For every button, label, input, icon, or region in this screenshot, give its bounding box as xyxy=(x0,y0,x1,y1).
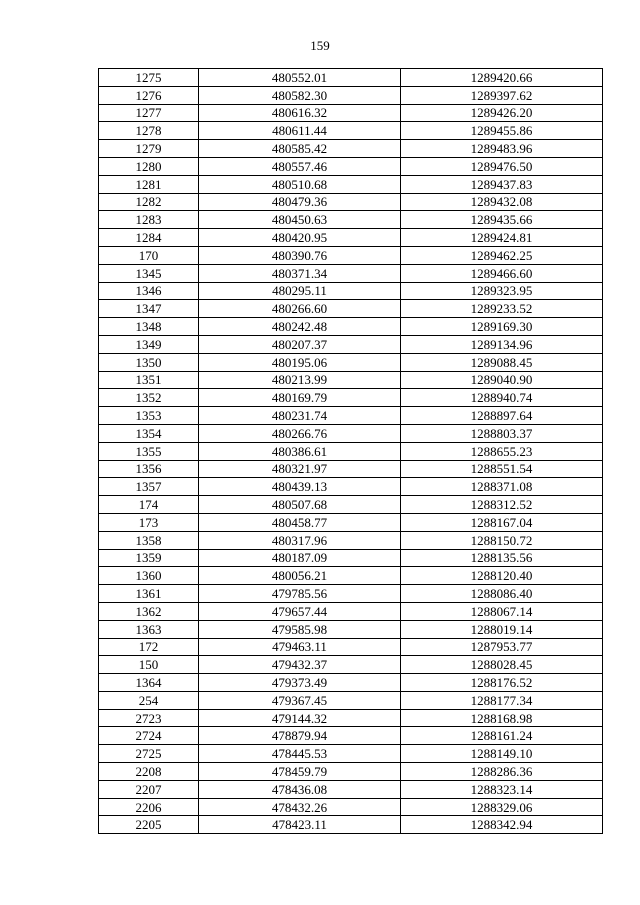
table-row xyxy=(99,371,603,389)
y-coordinate-cell: 1289455.86 xyxy=(401,122,603,140)
x-coordinate-cell: 478445.53 xyxy=(199,745,401,763)
table-row xyxy=(99,157,603,175)
table-row xyxy=(99,620,603,638)
table-row xyxy=(99,442,603,460)
table-row xyxy=(99,816,603,834)
x-coordinate-cell: 480295.11 xyxy=(199,282,401,300)
x-coordinate-cell: 480552.01 xyxy=(199,69,401,87)
point-number-cell: 173 xyxy=(99,513,199,531)
table-row xyxy=(99,567,603,585)
y-coordinate-cell: 1288286.36 xyxy=(401,763,603,781)
table-row xyxy=(99,264,603,282)
point-number-cell: 1346 xyxy=(99,282,199,300)
point-number-cell: 1276 xyxy=(99,86,199,104)
point-number-cell: 254 xyxy=(99,691,199,709)
x-coordinate-cell: 480557.46 xyxy=(199,157,401,175)
table-row xyxy=(99,353,603,371)
x-coordinate-cell: 478432.26 xyxy=(199,798,401,816)
y-coordinate-cell: 1288028.45 xyxy=(401,656,603,674)
table-row xyxy=(99,335,603,353)
x-coordinate-cell: 480169.79 xyxy=(199,389,401,407)
point-number-cell: 1360 xyxy=(99,567,199,585)
table-row xyxy=(99,745,603,763)
x-coordinate-cell: 480439.13 xyxy=(199,478,401,496)
y-coordinate-cell: 1289420.66 xyxy=(401,69,603,87)
point-number-cell: 1353 xyxy=(99,407,199,425)
x-coordinate-cell: 480231.74 xyxy=(199,407,401,425)
x-coordinate-cell: 480585.42 xyxy=(199,140,401,158)
point-number-cell: 1279 xyxy=(99,140,199,158)
point-number-cell: 2206 xyxy=(99,798,199,816)
point-number-cell: 1349 xyxy=(99,335,199,353)
table-row xyxy=(99,175,603,193)
x-coordinate-cell: 480321.97 xyxy=(199,460,401,478)
point-number-cell: 1281 xyxy=(99,175,199,193)
point-number-cell: 1351 xyxy=(99,371,199,389)
x-coordinate-cell: 480056.21 xyxy=(199,567,401,585)
y-coordinate-cell: 1288161.24 xyxy=(401,727,603,745)
x-coordinate-cell: 480450.63 xyxy=(199,211,401,229)
table-row xyxy=(99,122,603,140)
x-coordinate-cell: 480616.32 xyxy=(199,104,401,122)
x-coordinate-cell: 480266.60 xyxy=(199,300,401,318)
point-number-cell: 1347 xyxy=(99,300,199,318)
y-coordinate-cell: 1289397.62 xyxy=(401,86,603,104)
table-row xyxy=(99,246,603,264)
point-number-cell: 1364 xyxy=(99,674,199,692)
table-row xyxy=(99,407,603,425)
y-coordinate-cell: 1289233.52 xyxy=(401,300,603,318)
table-row xyxy=(99,709,603,727)
y-coordinate-cell: 1289426.20 xyxy=(401,104,603,122)
point-number-cell: 1348 xyxy=(99,318,199,336)
x-coordinate-cell: 480266.76 xyxy=(199,424,401,442)
table-row xyxy=(99,211,603,229)
y-coordinate-cell: 1289462.25 xyxy=(401,246,603,264)
y-coordinate-cell: 1288135.56 xyxy=(401,549,603,567)
y-coordinate-cell: 1288329.06 xyxy=(401,798,603,816)
y-coordinate-cell: 1289476.50 xyxy=(401,157,603,175)
point-number-cell: 170 xyxy=(99,246,199,264)
y-coordinate-cell: 1288323.14 xyxy=(401,780,603,798)
point-number-cell: 2207 xyxy=(99,780,199,798)
y-coordinate-cell: 1288551.54 xyxy=(401,460,603,478)
point-number-cell: 2208 xyxy=(99,763,199,781)
y-coordinate-cell: 1289088.45 xyxy=(401,353,603,371)
coordinates-table-body xyxy=(99,69,603,834)
x-coordinate-cell: 480317.96 xyxy=(199,531,401,549)
x-coordinate-cell: 479373.49 xyxy=(199,674,401,692)
y-coordinate-cell: 1288803.37 xyxy=(401,424,603,442)
point-number-cell: 1362 xyxy=(99,602,199,620)
point-number-cell: 1354 xyxy=(99,424,199,442)
y-coordinate-cell: 1288149.10 xyxy=(401,745,603,763)
point-number-cell: 1345 xyxy=(99,264,199,282)
y-coordinate-cell: 1289424.81 xyxy=(401,229,603,247)
x-coordinate-cell: 479144.32 xyxy=(199,709,401,727)
y-coordinate-cell: 1289432.08 xyxy=(401,193,603,211)
y-coordinate-cell: 1289040.90 xyxy=(401,371,603,389)
y-coordinate-cell: 1289483.96 xyxy=(401,140,603,158)
point-number-cell: 150 xyxy=(99,656,199,674)
table-row xyxy=(99,424,603,442)
x-coordinate-cell: 478879.94 xyxy=(199,727,401,745)
point-number-cell: 2723 xyxy=(99,709,199,727)
x-coordinate-cell: 480479.36 xyxy=(199,193,401,211)
table-row xyxy=(99,193,603,211)
point-number-cell: 174 xyxy=(99,496,199,514)
y-coordinate-cell: 1288177.34 xyxy=(401,691,603,709)
table-row xyxy=(99,602,603,620)
y-coordinate-cell: 1288120.40 xyxy=(401,567,603,585)
y-coordinate-cell: 1288067.14 xyxy=(401,602,603,620)
y-coordinate-cell: 1288086.40 xyxy=(401,585,603,603)
point-number-cell: 2205 xyxy=(99,816,199,834)
table-row xyxy=(99,496,603,514)
x-coordinate-cell: 480213.99 xyxy=(199,371,401,389)
x-coordinate-cell: 480611.44 xyxy=(199,122,401,140)
table-row xyxy=(99,140,603,158)
point-number-cell: 1356 xyxy=(99,460,199,478)
point-number-cell: 1361 xyxy=(99,585,199,603)
table-row xyxy=(99,531,603,549)
table-row xyxy=(99,282,603,300)
table-row xyxy=(99,656,603,674)
x-coordinate-cell: 480420.95 xyxy=(199,229,401,247)
table-row xyxy=(99,104,603,122)
x-coordinate-cell: 479463.11 xyxy=(199,638,401,656)
point-number-cell: 2725 xyxy=(99,745,199,763)
point-number-cell: 1282 xyxy=(99,193,199,211)
table-row xyxy=(99,780,603,798)
coordinates-table xyxy=(98,68,603,834)
x-coordinate-cell: 480207.37 xyxy=(199,335,401,353)
x-coordinate-cell: 480371.34 xyxy=(199,264,401,282)
table-row xyxy=(99,674,603,692)
x-coordinate-cell: 478423.11 xyxy=(199,816,401,834)
table-row xyxy=(99,460,603,478)
point-number-cell: 1352 xyxy=(99,389,199,407)
y-coordinate-cell: 1288167.04 xyxy=(401,513,603,531)
x-coordinate-cell: 478436.08 xyxy=(199,780,401,798)
page-number: 159 xyxy=(310,38,330,53)
table-row xyxy=(99,549,603,567)
table-row xyxy=(99,300,603,318)
x-coordinate-cell: 480390.76 xyxy=(199,246,401,264)
x-coordinate-cell: 479367.45 xyxy=(199,691,401,709)
y-coordinate-cell: 1288312.52 xyxy=(401,496,603,514)
table-row xyxy=(99,389,603,407)
y-coordinate-cell: 1289437.83 xyxy=(401,175,603,193)
point-number-cell: 1350 xyxy=(99,353,199,371)
point-number-cell: 1358 xyxy=(99,531,199,549)
y-coordinate-cell: 1289466.60 xyxy=(401,264,603,282)
y-coordinate-cell: 1287953.77 xyxy=(401,638,603,656)
x-coordinate-cell: 480195.06 xyxy=(199,353,401,371)
y-coordinate-cell: 1288168.98 xyxy=(401,709,603,727)
point-number-cell: 1359 xyxy=(99,549,199,567)
x-coordinate-cell: 480582.30 xyxy=(199,86,401,104)
x-coordinate-cell: 480187.09 xyxy=(199,549,401,567)
y-coordinate-cell: 1288371.08 xyxy=(401,478,603,496)
y-coordinate-cell: 1289435.66 xyxy=(401,211,603,229)
table-row xyxy=(99,638,603,656)
point-number-cell: 1280 xyxy=(99,157,199,175)
y-coordinate-cell: 1289169.30 xyxy=(401,318,603,336)
table-row xyxy=(99,798,603,816)
point-number-cell: 1357 xyxy=(99,478,199,496)
table-row xyxy=(99,727,603,745)
point-number-cell: 1355 xyxy=(99,442,199,460)
table-row xyxy=(99,478,603,496)
table-row xyxy=(99,318,603,336)
x-coordinate-cell: 480458.77 xyxy=(199,513,401,531)
x-coordinate-cell: 479432.37 xyxy=(199,656,401,674)
x-coordinate-cell: 478459.79 xyxy=(199,763,401,781)
table-row xyxy=(99,763,603,781)
x-coordinate-cell: 480507.68 xyxy=(199,496,401,514)
x-coordinate-cell: 480386.61 xyxy=(199,442,401,460)
y-coordinate-cell: 1288940.74 xyxy=(401,389,603,407)
point-number-cell: 1278 xyxy=(99,122,199,140)
table-row xyxy=(99,229,603,247)
point-number-cell: 172 xyxy=(99,638,199,656)
table-row xyxy=(99,86,603,104)
point-number-cell: 1284 xyxy=(99,229,199,247)
point-number-cell: 1275 xyxy=(99,69,199,87)
y-coordinate-cell: 1288897.64 xyxy=(401,407,603,425)
table-row xyxy=(99,513,603,531)
y-coordinate-cell: 1289323.95 xyxy=(401,282,603,300)
y-coordinate-cell: 1288342.94 xyxy=(401,816,603,834)
point-number-cell: 1277 xyxy=(99,104,199,122)
point-number-cell: 1363 xyxy=(99,620,199,638)
y-coordinate-cell: 1288150.72 xyxy=(401,531,603,549)
table-row xyxy=(99,585,603,603)
x-coordinate-cell: 479585.98 xyxy=(199,620,401,638)
table-row xyxy=(99,691,603,709)
y-coordinate-cell: 1288176.52 xyxy=(401,674,603,692)
y-coordinate-cell: 1288019.14 xyxy=(401,620,603,638)
x-coordinate-cell: 480242.48 xyxy=(199,318,401,336)
point-number-cell: 2724 xyxy=(99,727,199,745)
y-coordinate-cell: 1289134.96 xyxy=(401,335,603,353)
y-coordinate-cell: 1288655.23 xyxy=(401,442,603,460)
x-coordinate-cell: 480510.68 xyxy=(199,175,401,193)
x-coordinate-cell: 479657.44 xyxy=(199,602,401,620)
x-coordinate-cell: 479785.56 xyxy=(199,585,401,603)
point-number-cell: 1283 xyxy=(99,211,199,229)
table-row xyxy=(99,69,603,87)
